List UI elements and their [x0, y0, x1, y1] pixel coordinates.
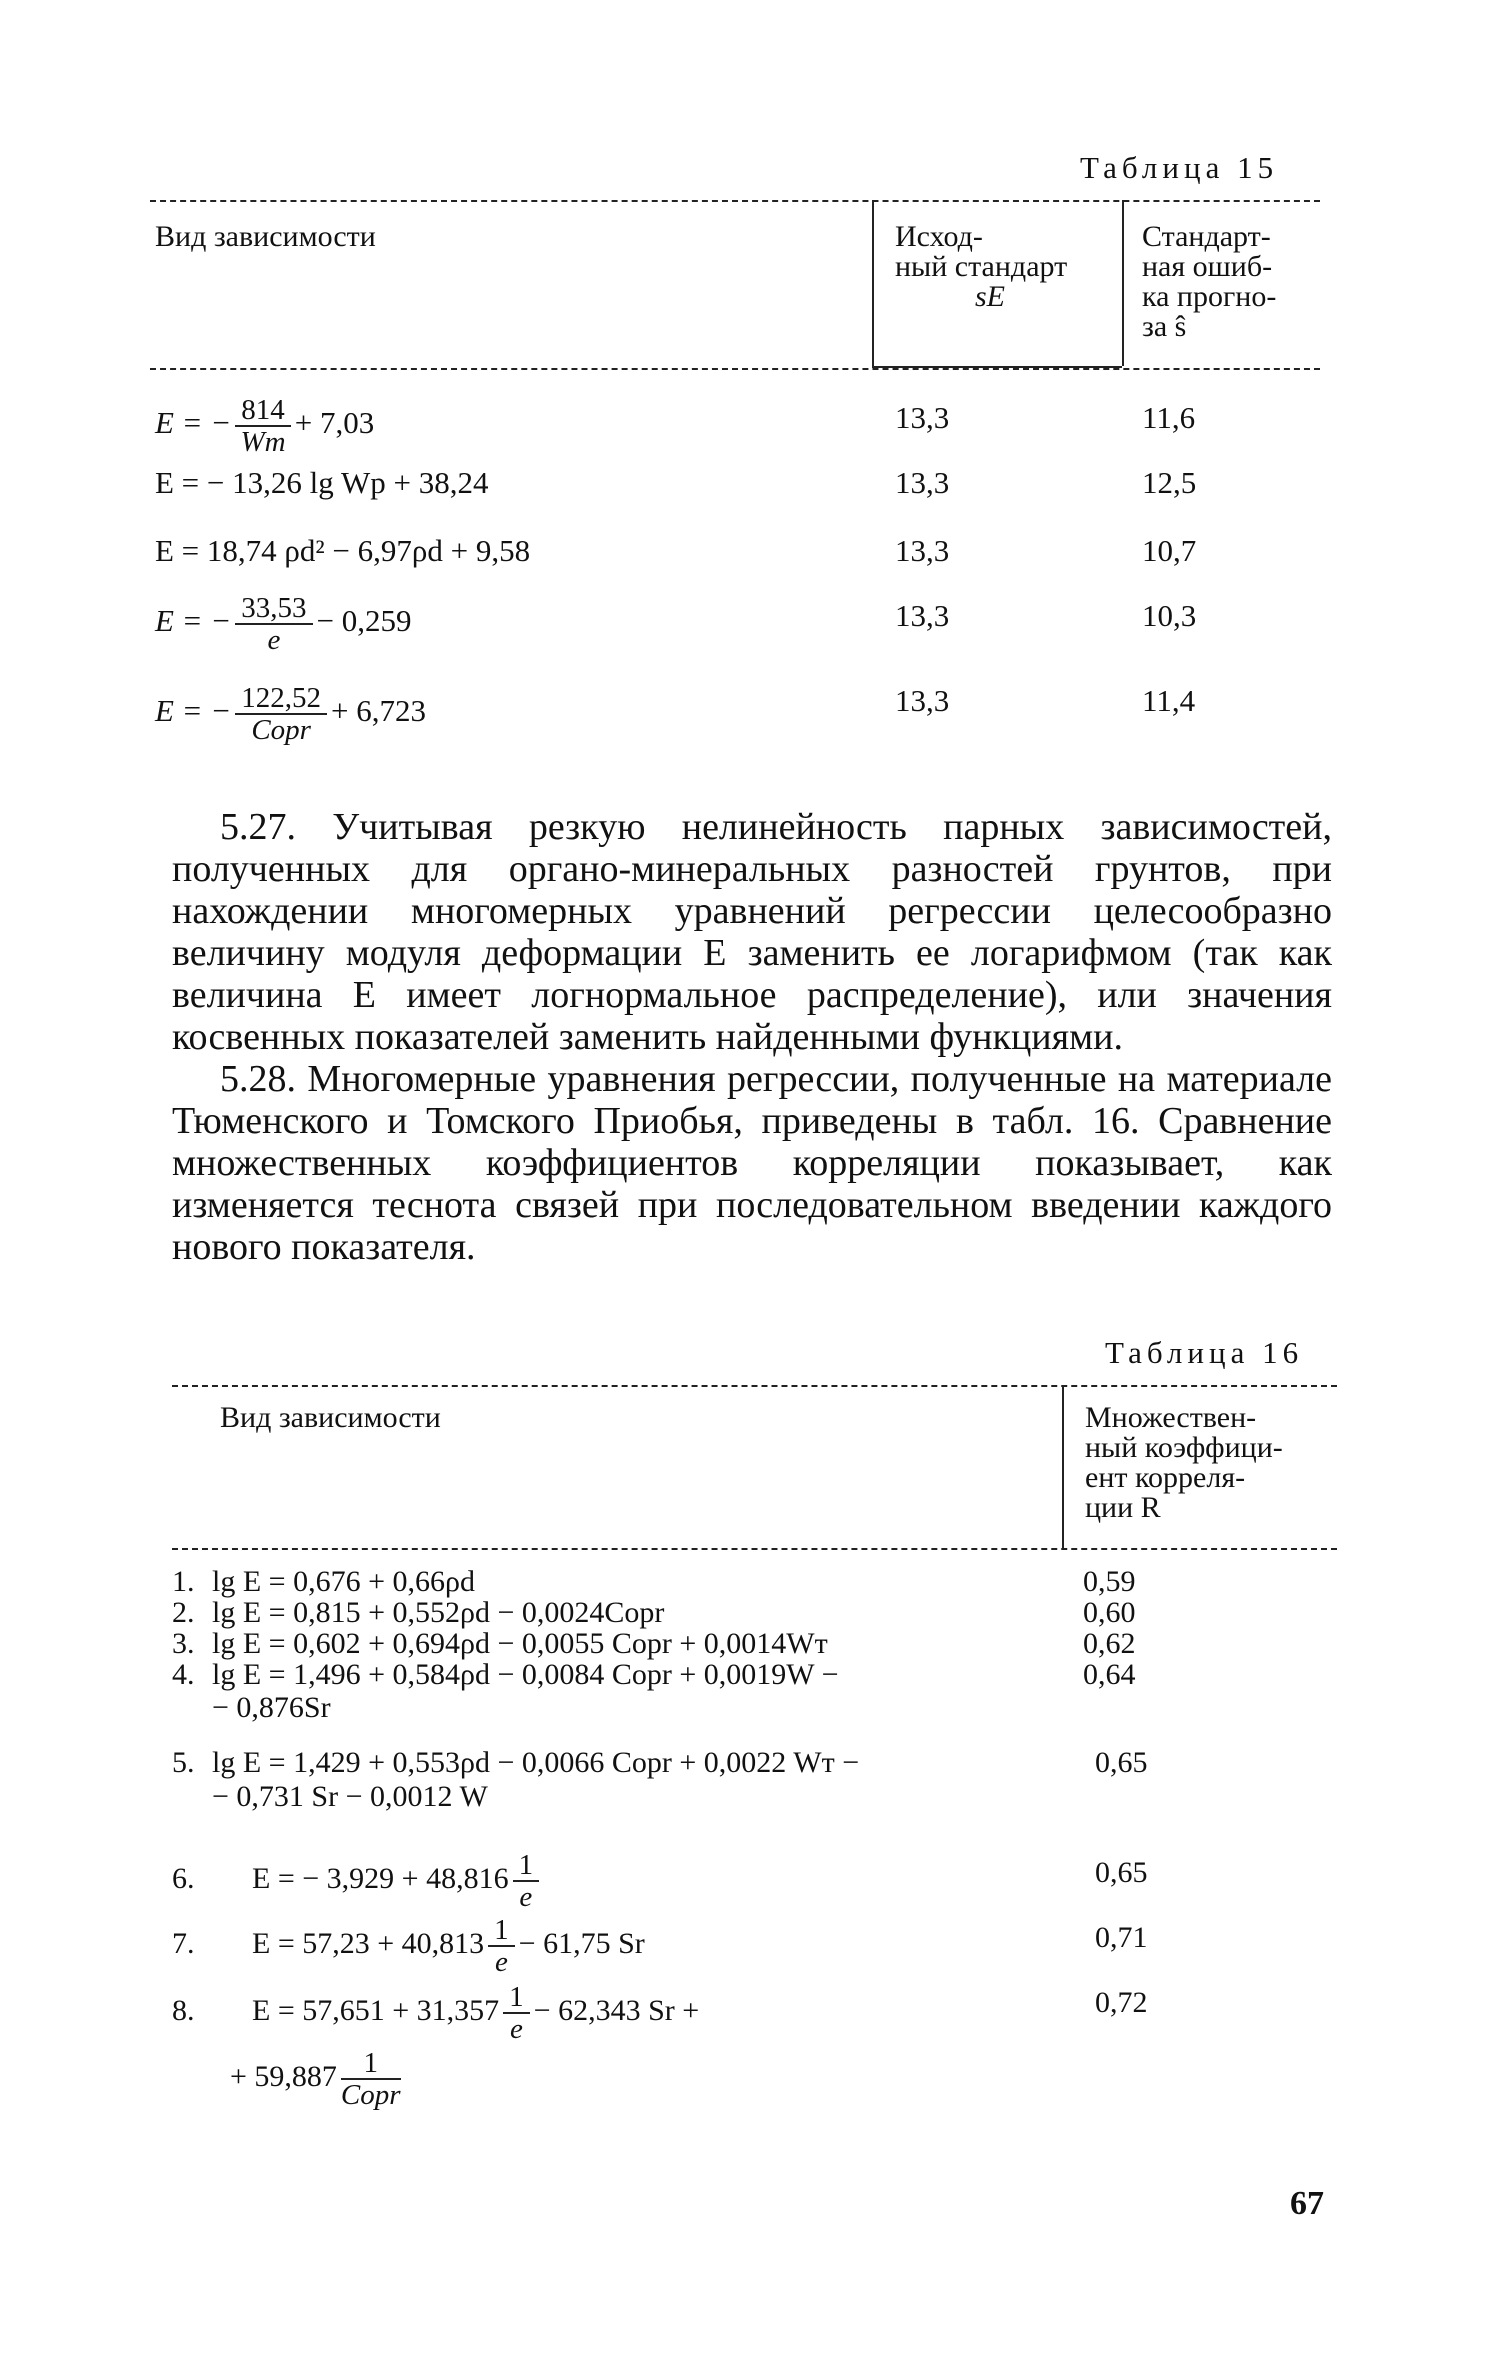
table15-top-rule: [150, 200, 1320, 202]
frac-numerator: 33,53: [235, 593, 312, 625]
header-line: ка прогно-: [1142, 280, 1277, 313]
formula-part: E = −: [155, 603, 232, 639]
table16-header-rule: [172, 1548, 1337, 1550]
header-line: ент корреля-: [1085, 1461, 1246, 1494]
fraction: [235, 395, 291, 457]
row-formula: lg E = 1,429 + 0,553ρd − 0,0066 Copr + 0,0022 Wт −: [212, 1746, 860, 1779]
table16-row-6: [172, 1850, 543, 1912]
frac-numerator: 814: [235, 395, 291, 427]
table15-row-4-formula: [155, 593, 412, 655]
formula-part: + 6,723: [331, 693, 427, 729]
table16-row-8-R: 0,72: [1095, 1986, 1148, 2019]
fraction: [235, 683, 327, 745]
formula-part: E = −: [155, 693, 232, 729]
row-number: 4.: [172, 1658, 195, 1691]
table16-row-2: [172, 1598, 664, 1628]
table16-row-1-R: 0,59: [1083, 1565, 1136, 1598]
formula-part: E = −: [155, 405, 232, 441]
table15-row-1-err: 11,6: [1142, 400, 1196, 435]
frac-numerator: 1: [488, 1915, 515, 1947]
table15-row-3-err: 10,7: [1142, 533, 1197, 568]
row-number: 3.: [172, 1627, 195, 1660]
paragraph-5-27: 5.27. Учитывая резкую нелинейность парных зависимостей, полученных для органо-минеральных разностей грунтов, при нахождении многомерных уравнений регрессии целесообразно величину модуля деформации E заменить ее логарифмом (так как величина E имеет логнормальное распределение), или значения косвенных показателей заменить найденными функциями.: [172, 806, 1332, 1058]
row-formula: E = − 3,929 + 48,816: [252, 1861, 509, 1895]
formula-part: + 7,03: [294, 405, 375, 441]
table15-row-2-err: 12,5: [1142, 465, 1197, 500]
body-text: [172, 806, 1332, 1268]
row-formula: lg E = 0,676 + 0,66ρd: [212, 1565, 475, 1598]
frac-denominator: e: [494, 1946, 508, 1978]
frac-numerator: 1: [513, 1850, 540, 1882]
table15-row-2-std: 13,3: [895, 465, 950, 500]
table15-row-1-formula: [155, 395, 374, 457]
table16-row-2-R: 0,60: [1083, 1596, 1136, 1629]
frac-denominator: e: [267, 624, 281, 656]
header-line: ный стандарт: [895, 250, 1068, 283]
table15-col-divider-2: [1122, 200, 1124, 366]
header-line: ный коэффици-: [1085, 1431, 1283, 1464]
row-formula: lg E = 1,496 + 0,584ρd − 0,0084 Copr + 0,0019W −: [212, 1658, 839, 1691]
table15-header-col1: Вид зависимости: [155, 220, 376, 253]
table16-col-divider: [1062, 1385, 1064, 1550]
table15-header-rule: [150, 368, 1320, 370]
table16-row-8-continued: [230, 2048, 405, 2110]
table15-row-3-std: 13,3: [895, 533, 950, 568]
row-number: 7.: [172, 1926, 195, 1960]
formula-part: − 0,259: [316, 603, 412, 639]
table16-row-4-continued: − 0,876Sr: [212, 1691, 331, 1724]
frac-numerator: 1: [341, 2048, 401, 2080]
table16-header-col1: Вид зависимости: [220, 1401, 441, 1434]
table16-title: Таблица 16: [1105, 1335, 1304, 1370]
table16-row-1: [172, 1567, 475, 1597]
frac-denominator: e: [509, 2013, 523, 2045]
table16-row-3-R: 0,62: [1083, 1627, 1136, 1660]
table16-row-4: [172, 1660, 839, 1690]
header-line: ная ошиб-: [1142, 250, 1273, 283]
table16-row-6-R: 0,65: [1095, 1856, 1148, 1889]
row-formula: + 59,887: [230, 2059, 337, 2093]
table16-row-5-R: 0,65: [1095, 1746, 1148, 1779]
table16-row-8: [172, 1982, 699, 2044]
frac-denominator: e: [519, 1881, 533, 1913]
row-number: 1.: [172, 1565, 195, 1598]
header-symbol: sE: [975, 280, 1005, 313]
fraction: [503, 1982, 530, 2044]
header-line: за ŝ: [1142, 310, 1187, 343]
table16-row-5-continued: − 0,731 Sr − 0,0012 W: [212, 1780, 488, 1813]
table15-header-col3: [1142, 222, 1322, 342]
row-formula: − 61,75 Sr: [518, 1926, 645, 1960]
header-line: ции R: [1085, 1491, 1161, 1524]
page-number: 67: [1290, 2185, 1324, 2222]
paragraph-5-28: 5.28. Многомерные уравнения регрессии, полученные на материале Тюменского и Томского Приобья, приведены в табл. 16. Сравнение множественных коэффициентов корреляции показывает, как изменяется теснота связей при последовательном введении каждого нового показателя.: [172, 1058, 1332, 1268]
header-line: Исход-: [895, 220, 983, 253]
frac-denominator: Wт: [240, 426, 286, 458]
header-line: Стандарт-: [1142, 220, 1271, 253]
table16-top-rule: [172, 1385, 1337, 1387]
fraction: [341, 2048, 401, 2110]
table15-row-5-err: 11,4: [1142, 683, 1196, 718]
fraction: [513, 1850, 540, 1912]
table16-row-7: [172, 1915, 645, 1977]
fraction: [235, 593, 312, 655]
table16-row-5: [172, 1748, 859, 1778]
frac-denominator: Copr: [251, 714, 311, 746]
table15-title: Таблица 15: [1080, 150, 1279, 185]
frac-denominator: Copr: [340, 2079, 401, 2111]
row-number: 2.: [172, 1596, 195, 1629]
header-line: Множествен-: [1085, 1401, 1257, 1434]
row-formula: E = 57,23 + 40,813: [252, 1926, 485, 1960]
table15-header-col2: [895, 222, 1115, 312]
table15-row-2-formula: E = − 13,26 lg Wр + 38,24: [155, 465, 489, 500]
frac-numerator: 122,52: [235, 683, 327, 715]
table15-row-5-formula: [155, 683, 426, 745]
table16-row-7-R: 0,71: [1095, 1921, 1148, 1954]
table15-row-1-std: 13,3: [895, 400, 950, 435]
table15-row-5-std: 13,3: [895, 683, 950, 718]
frac-numerator: 1: [503, 1982, 530, 2014]
row-number: 5.: [172, 1746, 195, 1779]
table16-row-3: [172, 1629, 828, 1659]
table16-header-col2: [1085, 1403, 1335, 1523]
fraction: [488, 1915, 515, 1977]
row-formula: − 62,343 Sr +: [533, 1993, 700, 2027]
row-formula: lg E = 0,602 + 0,694ρd − 0,0055 Copr + 0,0014Wт: [212, 1627, 828, 1660]
row-formula: E = 57,651 + 31,357: [252, 1993, 500, 2027]
row-number: 6.: [172, 1861, 195, 1895]
table16-row-4-R: 0,64: [1083, 1658, 1136, 1691]
table15-col-divider-1: [872, 200, 874, 366]
table15-row-3-formula: E = 18,74 ρd² − 6,97ρd + 9,58: [155, 533, 531, 568]
row-formula: lg E = 0,815 + 0,552ρd − 0,0024Copr: [212, 1596, 665, 1629]
row-number: 8.: [172, 1993, 195, 2027]
table15-row-4-err: 10,3: [1142, 598, 1197, 633]
table15-row-4-std: 13,3: [895, 598, 950, 633]
